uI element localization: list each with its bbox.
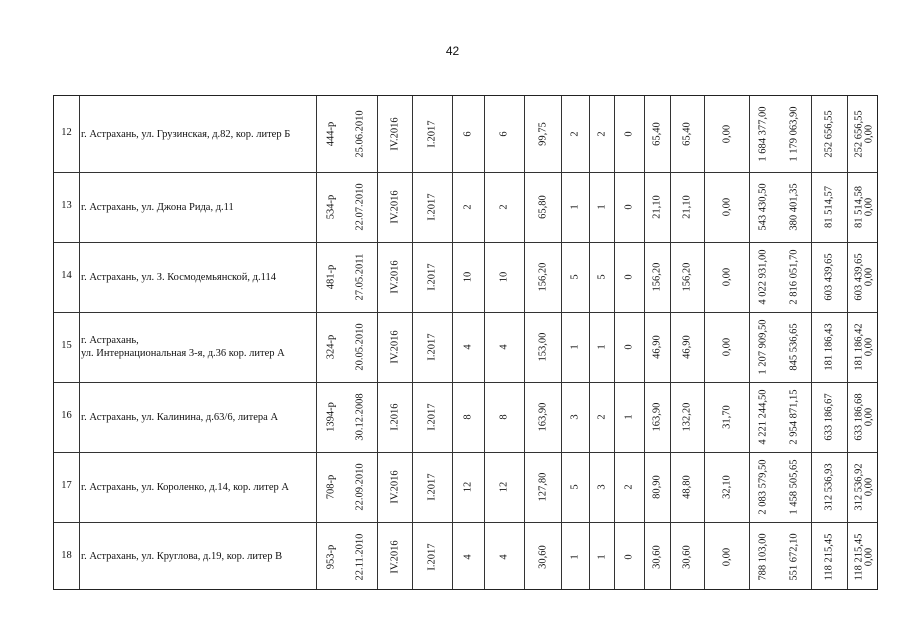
flats-resettled-cell: 12	[498, 481, 510, 493]
start-period-cell: IV.2016	[389, 190, 400, 224]
decree-number-cell: 1394-р	[325, 402, 337, 432]
people-b-cell: 2	[623, 484, 635, 490]
address-cell: г. Астрахань, ул. Короленко, д.14, кор. литер А	[81, 481, 289, 493]
area-total-cell: 30,60	[537, 544, 548, 569]
decree-date-cell: 30.12.2008	[354, 393, 366, 441]
decree-number-cell: 708-р	[325, 474, 337, 500]
row-divider	[54, 452, 877, 453]
decree-number-cell: 534-р	[325, 194, 337, 220]
people-a-cell: 3	[596, 484, 607, 490]
area-b-cell: 21,10	[681, 195, 693, 219]
row-divider	[54, 172, 877, 173]
flats-total-cell: 2	[462, 204, 474, 210]
people-b-cell: 0	[623, 204, 635, 210]
owners-amount-cell: 0,00	[863, 197, 875, 217]
address-cell: г. Астрахань, ул. Интернациональная 3-я, д.36 кор. литер А	[81, 335, 285, 360]
row-number: 16	[61, 410, 72, 421]
address-cell: г. Астрахань, ул. Круглова, д.19, кор. литер В	[81, 551, 283, 562]
column-divider	[561, 96, 562, 589]
area-b-cell: 46,90	[681, 335, 693, 359]
fund-amount-cell: 1 179 063,90	[788, 106, 800, 162]
start-period-cell: I.2016	[389, 403, 400, 431]
owners-amount-cell: 0,00	[863, 477, 875, 497]
column-divider	[79, 96, 80, 589]
area-a-cell: 65,40	[651, 122, 663, 146]
flats-total-cell: 8	[462, 414, 474, 420]
decree-number-cell: 953-р	[325, 544, 337, 569]
fund-amount-cell: 551 672,10	[788, 532, 800, 581]
row-divider	[54, 242, 877, 243]
area-b-cell: 30,60	[681, 544, 693, 569]
people-a-cell: 1	[596, 204, 607, 210]
fund-amount-cell: 845 536,65	[788, 323, 800, 371]
row-number: 15	[61, 340, 72, 351]
area-c-cell: 32,10	[721, 475, 732, 499]
city-amount-cell: 633 186,68	[853, 393, 865, 441]
area-b-cell: 132,20	[681, 402, 693, 432]
area-total-cell: 99,75	[537, 122, 548, 146]
column-divider	[811, 96, 812, 589]
area-b-cell: 156,20	[681, 262, 693, 292]
people-total-cell: 5	[569, 274, 581, 280]
fund-amount-cell: 2 816 051,70	[788, 249, 800, 305]
region-amount-cell: 81 514,57	[823, 186, 835, 228]
address-cell: г. Астрахань, ул. Джона Рида, д.11	[81, 201, 234, 213]
column-divider	[847, 96, 848, 589]
column-divider	[614, 96, 615, 589]
start-period-cell: IV.2016	[389, 117, 400, 151]
address-cell: г. Астрахань, ул. Грузинская, д.82, кор. литер Б	[81, 128, 291, 140]
region-amount-cell: 118 215,45	[823, 533, 835, 580]
people-b-cell: 0	[623, 344, 635, 350]
total-cost-cell: 543 430,50	[757, 183, 769, 231]
people-b-cell: 0	[623, 131, 635, 137]
row-divider	[54, 312, 877, 313]
start-period-cell: IV.2016	[389, 330, 400, 364]
city-amount-cell: 181 186,42	[853, 323, 865, 371]
column-divider	[316, 96, 317, 589]
total-cost-cell: 788 103,00	[757, 532, 769, 581]
owners-amount-cell: 0,00	[863, 547, 875, 566]
total-cost-cell: 1 207 909,50	[757, 319, 769, 375]
flats-total-cell: 10	[462, 271, 474, 283]
area-b-cell: 48,80	[681, 475, 693, 499]
flats-total-cell: 12	[462, 481, 474, 493]
column-divider	[484, 96, 485, 589]
address-cell: г. Астрахань, ул. З. Космодемьянской, д.114	[81, 271, 277, 283]
region-amount-cell: 252 656,55	[823, 110, 835, 158]
end-period-cell: I.2017	[426, 193, 438, 221]
end-period-cell: I.2017	[426, 263, 438, 291]
area-a-cell: 163,90	[651, 402, 663, 432]
people-total-cell: 1	[569, 344, 581, 350]
row-divider	[54, 382, 877, 383]
start-period-cell: IV.2016	[389, 539, 400, 574]
flats-resettled-cell: 4	[498, 553, 510, 560]
people-a-cell: 1	[596, 344, 607, 350]
row-number: 12	[61, 127, 72, 138]
address-cell: г. Астрахань, ул. Калинина, д.63/6, литера А	[81, 411, 279, 423]
total-cost-cell: 4 022 931,00	[757, 249, 769, 305]
data-table	[53, 95, 878, 590]
area-c-cell: 0,00	[721, 337, 732, 357]
region-amount-cell: 603 439,65	[823, 253, 835, 301]
decree-date-cell: 22.07.2010	[354, 183, 366, 231]
flats-resettled-cell: 8	[498, 414, 510, 420]
flats-resettled-cell: 6	[498, 131, 510, 137]
region-amount-cell: 181 186,43	[823, 323, 835, 371]
area-c-cell: 0,00	[721, 267, 732, 287]
area-c-cell: 31,70	[721, 405, 732, 429]
decree-date-cell: 22.09.2010	[354, 463, 366, 511]
row-number: 13	[61, 200, 72, 211]
city-amount-cell: 118 215,45	[853, 533, 865, 580]
start-period-cell: IV.2016	[389, 260, 400, 294]
decree-date-cell: 20.05.2010	[354, 323, 366, 371]
fund-amount-cell: 380 401,35	[788, 183, 800, 231]
people-a-cell: 5	[596, 274, 607, 280]
flats-total-cell: 4	[462, 344, 474, 350]
column-divider	[749, 96, 750, 589]
people-b-cell: 1	[623, 414, 635, 420]
flats-total-cell: 6	[462, 131, 474, 137]
area-total-cell: 65,80	[537, 195, 548, 219]
region-amount-cell: 312 536,93	[823, 463, 835, 511]
area-total-cell: 127,80	[537, 472, 548, 502]
people-a-cell: 2	[596, 131, 607, 137]
total-cost-cell: 1 684 377,00	[757, 106, 769, 162]
flats-resettled-cell: 4	[498, 344, 510, 350]
flats-resettled-cell: 2	[498, 204, 510, 210]
decree-number-cell: 324-р	[325, 334, 337, 360]
column-divider	[704, 96, 705, 589]
area-a-cell: 21,10	[651, 195, 663, 219]
people-total-cell: 1	[569, 553, 581, 560]
people-a-cell: 2	[596, 414, 607, 420]
column-divider	[452, 96, 453, 589]
area-total-cell: 163,90	[537, 402, 548, 432]
people-total-cell: 3	[569, 414, 581, 420]
fund-amount-cell: 1 458 505,65	[788, 459, 800, 515]
column-divider	[377, 96, 378, 589]
end-period-cell: I.2017	[426, 333, 438, 361]
owners-amount-cell: 0,00	[863, 267, 875, 287]
people-total-cell: 1	[569, 204, 581, 210]
area-a-cell: 46,90	[651, 335, 663, 359]
decree-number-cell: 444-р	[325, 121, 337, 147]
page-number: 42	[445, 44, 460, 58]
column-divider	[524, 96, 525, 589]
owners-amount-cell: 0,00	[863, 407, 875, 427]
people-total-cell: 5	[569, 484, 581, 490]
column-divider	[412, 96, 413, 589]
city-amount-cell: 81 514,58	[853, 186, 865, 228]
total-cost-cell: 4 221 244,50	[757, 389, 769, 445]
area-a-cell: 80,90	[651, 475, 663, 499]
decree-date-cell: 22.11.2010	[354, 533, 366, 580]
city-amount-cell: 252 656,55	[853, 110, 865, 158]
end-period-cell: I.2017	[426, 473, 438, 501]
row-number: 14	[61, 270, 72, 281]
area-c-cell: 0,00	[721, 197, 732, 217]
people-b-cell: 0	[623, 553, 635, 560]
end-period-cell: I.2017	[426, 542, 438, 571]
decree-date-cell: 27.05.2011	[354, 253, 366, 301]
decree-number-cell: 481-р	[325, 264, 337, 290]
people-b-cell: 0	[623, 274, 635, 280]
area-a-cell: 156,20	[651, 262, 663, 292]
city-amount-cell: 603 439,65	[853, 253, 865, 301]
area-total-cell: 153,00	[537, 332, 548, 362]
column-divider	[589, 96, 590, 589]
total-cost-cell: 2 083 579,50	[757, 459, 769, 515]
flats-resettled-cell: 10	[498, 271, 510, 283]
row-number: 18	[61, 549, 72, 561]
people-a-cell: 1	[596, 553, 607, 560]
fund-amount-cell: 2 954 871,15	[788, 389, 800, 445]
row-divider	[54, 522, 877, 523]
owners-amount-cell: 0,00	[863, 337, 875, 357]
people-total-cell: 2	[569, 131, 581, 137]
end-period-cell: I.2017	[426, 403, 438, 431]
owners-amount-cell: 0,00	[863, 124, 875, 144]
area-b-cell: 65,40	[681, 122, 693, 146]
row-number: 17	[61, 480, 72, 491]
city-amount-cell: 312 536,92	[853, 463, 865, 511]
flats-total-cell: 4	[462, 553, 474, 560]
column-divider	[644, 96, 645, 589]
area-c-cell: 0,00	[721, 124, 732, 144]
area-a-cell: 30,60	[651, 544, 663, 569]
area-c-cell: 0,00	[721, 547, 732, 566]
region-amount-cell: 633 186,67	[823, 393, 835, 441]
start-period-cell: IV.2016	[389, 470, 400, 504]
decree-date-cell: 25.06.2010	[354, 110, 366, 158]
area-total-cell: 156,20	[537, 262, 548, 292]
column-divider	[670, 96, 671, 589]
end-period-cell: I.2017	[426, 120, 438, 148]
